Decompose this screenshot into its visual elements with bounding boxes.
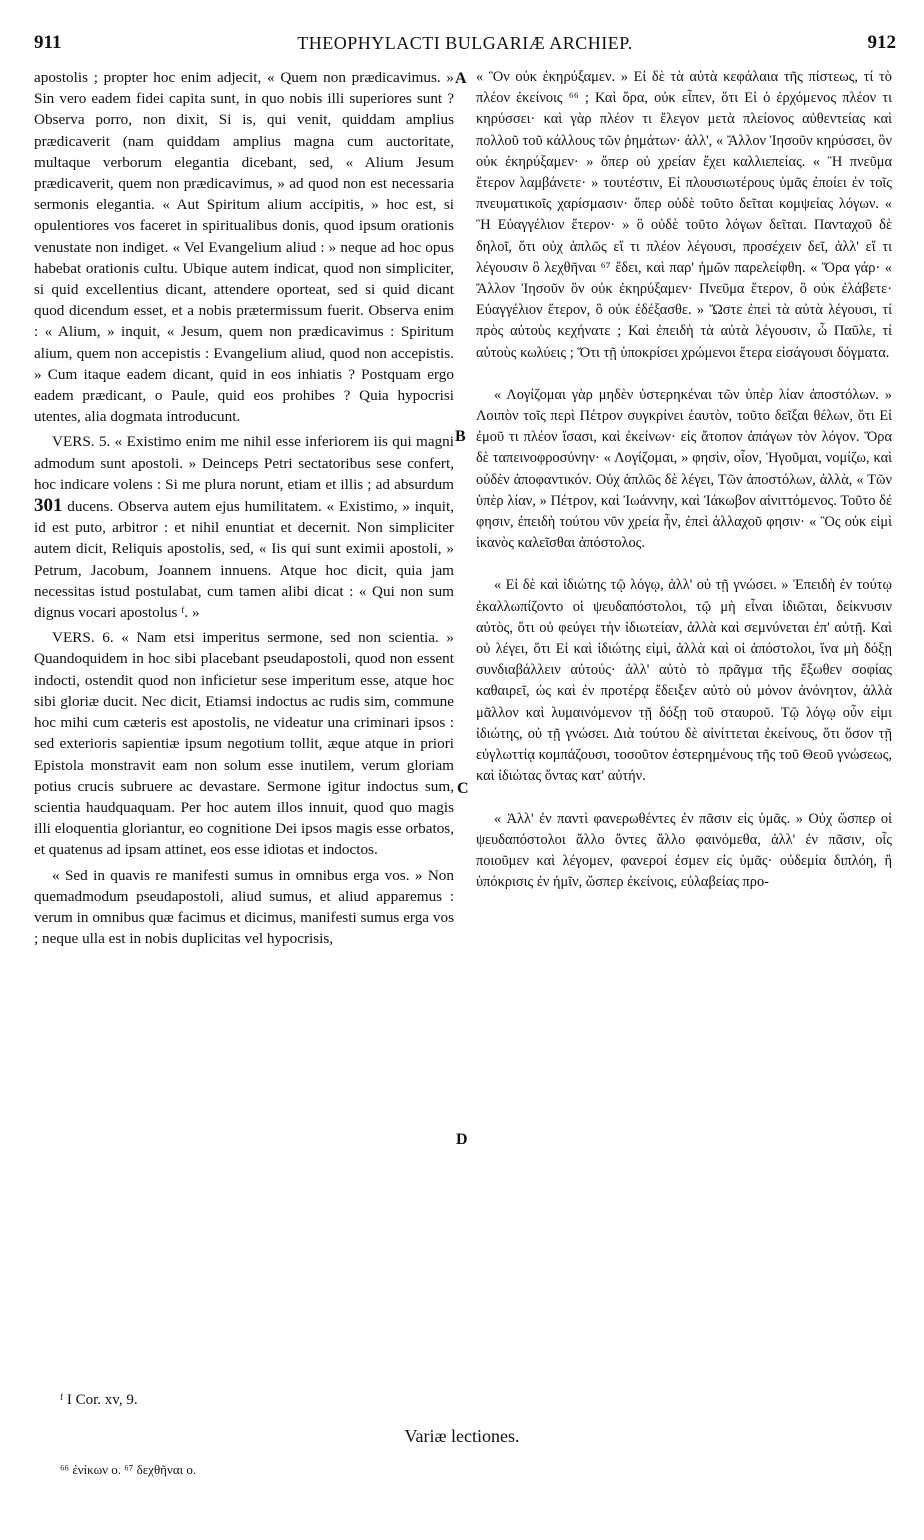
- margin-marker-d: D: [456, 1131, 468, 1148]
- greek-paragraph-3: « Εἰ δὲ καὶ ἰδιώτης τῷ λόγῳ, ἀλλ' οὐ τῇ γνώσει. » Ἐπειδὴ ἐν τούτῳ ἐκαλλωπίζοντο οἱ ψευδαπόστολοι, τῷ μὴ εἶναι ἰδιῶται, δείκνυσιν αὐτὸς, ὅτι οὐ φεύγει τὴν ἰδιωτείαν, ἀλλὰ καὶ σεμνύνεται ἐπ' αὐτῇ. Καὶ οὐ λέγει, ὅτι Εἰ καὶ ἰδιώτης εἰμὶ, ἀλλὰ καὶ οἱ ἀπόστολοι, ἵνα μὴ δόξῃ συνδιαβάλλειν αὐτούς· ἀλλ' αὐτὸ τὸ πρᾶγμα τῆς ἔξωθεν σοφίας καθαιρεῖ, ὡς καὶ ἐν προτέρᾳ ἔδειξεν αὐτὸ οὐ μόνον ἀνόνητον, ἀλλὰ μᾶλλον καὶ λυμαινόμενον τῇ δόξῃ τοῦ σταυροῦ. Τῷ λόγῳ οὖν εἰμι ἰδιώτης, οὐ τῇ γνώσει. Διὰ τούτου δὲ αἰνίττεται ἐκείνους, ὅτι ὅσον τῇ εὐγλωττίᾳ κομπάζουσι, τοσοῦτον ἐστερημένους τῆς τοῦ Θεοῦ γνώσεως, καὶ ἰδιώτας ὄντας κατ' αὐτήν.: [476, 577, 892, 785]
- running-title: THEOPHYLACTI BULGARIÆ ARCHIEP.: [297, 33, 633, 53]
- greek-paragraph-4: « Ἀλλ' ἐν παντὶ φανερωθέντες ἐν πᾶσιν εἰς ὑμᾶς. » Οὐχ ὥσπερ οἱ ψευδαπόστολοι ἄλλο ὄντες ἄλλο φαινόμεθα, ἀλλ' ἐν πᾶσιν, οἷς ποιοῦμεν καὶ λέγομεν, φανεροί ἐσμεν εἰς ὑμᾶς· οὐδεμία διπλόη, ἢ ὑπόκρισις ἐν ἡμῖν, ὥσπερ ἐκείνοις, εὐλαβείας προ-: [476, 810, 892, 891]
- page-header: [34, 32, 896, 58]
- right-page-number: 912: [867, 32, 896, 53]
- latin-paragraph-2: [34, 431, 454, 623]
- latin-paragraph-1: apostolis ; propter hoc enim adjecit, « Quem non prædicavimus. » Sin vero eadem fidei capita sunt, in quo nobis illi superiores sunt ? Observa porro, non dixit, Si is, qui venit, quiddam amplius prædicaverit (nam quiddam amplius magna cum auctoritate, multaque verborum elegantia dicebant, sed, « Alium Jesum prædicaverit, quem non prædicavimus, » ad quod non est necessaria sermonis elegantia. « Aut Spiritum alium accipitis, » hoc est, si opulentiores vos faceret in spiritualibus donis, quod ipsum orationis venustate non indiget. « Vel Evangelium aliud : » neque ad hoc opus habebat orationis cultu. Ubique autem indicat, quod non simpliciter, si quid excellentius dicant, attendere oporteat, sed si quid dicant quod dicendum esset, et a nobis prætermissum fuerit. Observa enim : « Alium, » inquit, « Jesum, quem non prædicavimus : Spiritum alium, quem non accepistis : Evangelium aliud, quod non accepistis. » Cum itaque eadem dicant, quid in eos inhiatis ? Postquam ergo eadem prædicant, o Paule, quid eos prohibes ? Quia hypocrisi utentes, alia dogmata introducunt.: [34, 69, 454, 426]
- latin-paragraph-4: « Sed in quavis re manifesti sumus in omnibus erga vos. » Non quemadmodum pseudapostoli, aliud sumus, et aliud apparemus : verum in omnibus quæ facimus et dicimus, manifesti sumus erga vos ; neque ulla est in nobis duplicitas vel hypocrisis,: [34, 866, 454, 948]
- variae-lectiones-heading: Variæ lectiones.: [404, 1426, 520, 1446]
- latin-column: [34, 67, 454, 953]
- greek-paragraph-2: « Λογίζομαι γὰρ μηδὲν ὑστερηκέναι τῶν ὑπὲρ λίαν ἀποστόλων. » Λοιπὸν τοῖς περὶ Πέτρον συγκρίνει ἑαυτὸν, τοῦτο δεῖξαι θέλων, ὅτι Εἰ ἐμοῦ τι πλέον ἴσασι, καὶ ἐκείνων· εἰς ἄτοπον ἀπάγων τὸν λόγον. Ὅρα δὲ ταπεινοφροσύνην· « Λογίζομαι, » φησὶν, οἷον, Ἡγοῦμαι, νομίζω, καὶ οὐδὲν ἀποφαντικόν. Οὐχ ἁπλῶς δὲ λέγει, Τῶν ἀποστόλων, ἀλλὰ, « Τῶν ὑπὲρ λίαν, » Πέτρον, καὶ Ἰωάννην, καὶ Ἰάκωβον αἰνιττόμενος. Τοῦτο δέ φησιν, ἐπειδὴ τούτου νῦν χρεία ἦν, ἐπεὶ ἀλλαχοῦ φησιν· « Ὃς οὐκ εἰμὶ ἱκανὸς καλεῖσθαι ἀπόστολος.: [476, 386, 892, 552]
- latin-paragraph-2-start: VERS. 5. « Existimo enim me nihil esse inferiorem iis qui magni admodum sunt apostoli. » Deinceps Petri sectatoribus sese confert, hoc indicare volens : Si me plura norunt, etiam et illis ; ad absurdum: [34, 433, 454, 493]
- margin-marker-c: C: [457, 780, 469, 797]
- latin-paragraph-3: VERS. 6. « Nam etsi imperitus sermone, sed non scientia. » Quandoquidem in hoc sibi placebant pseudapostoli, quod non essent indocti, ostendit quod non inficietur sese imperitum esse, atque hoc sibi gloriæ ducit. Nec dicit, Etiamsi indoctus ac rudis sim, commune hoc mihi cum cæteris est apostolis, ne videatur una criminari ipsos : sed exterioris sapientiæ ipsum negotium tollit, æque atque in priori Epistola monstravit eam non solum esse inutilem, verum gloriam potius crucis subruere ac devastare. Sermone igitur indoctus sum, scientia haudquaquam. Per hoc autem illos innuit, quod quo magis illi eloquentia gloriantur, eo cognitione Dei ipsos magis esse orbatos, et quatenus ad ipsam attinet, eos esse idiotas et indoctos.: [34, 629, 454, 859]
- variant-readings: ⁶⁶ ἐνίκων ο. ⁶⁷ δεχθῆναι ο.: [60, 1462, 197, 1477]
- greek-paragraph-1: « Ὃν οὐκ ἐκηρύξαμεν. » Εἰ δὲ τὰ αὐτὰ κεφάλαια τῆς πίστεως, τί τὸ πλέον ἐκείνοις ⁶⁶ ; Καὶ ὅρα, οὐκ εἶπεν, ὅτι Εἰ ὁ ἐρχόμενος πλέον τι κηρύσσει· καὶ γὰρ πλέον τι ἔλεγον μετὰ πλείονος αὐθεντείας καὶ πολλοῦ τοῦ κάλλους τῶν ῥημάτων· ἀλλ', « Ἄλλον Ἰησοῦν κηρύσσει, ὃν οὐκ ἐκηρύξαμεν· » ὅπερ οὐ χρείαν ἔχει καλλιεπείας. « Ἢ πνεῦμα ἕτερον λαμβάνετε· » τουτέστιν, Εἰ πλουσιωτέρους ὑμᾶς ἐποίει ἐν τοῖς πνευματικοῖς χαρίσμασιν· ὅπερ οὐδὲ τοῦτο δεῖται κομψείας λόγων. « Ἢ Εὐαγγέλιον ἕτερον· » ὃ οὐδὲ τοῦτο λόγων δεῖται. Πανταχοῦ δὲ δηλοῖ, ὅτι οὐχ ἁπλῶς εἴ τι πλέον λέγουσι, προσέχειν δεῖ, ἀλλ' εἴ τι λέγουσιν ὃ λεχθῆναι ⁶⁷ ἔδει, καὶ παρ' ἡμῶν παρελείφθη. « Ὅρα γάρ· « Ἄλλον Ἰησοῦν ὃν οὐκ ἐκηρύξαμεν· Πνεῦμα ἕτερον, ὃ οὐκ ἐλάβετε· Εὐαγγέλιον ἕτερον, ὃ οὐκ ἐδέξασθε. » Ὥστε ἐπεὶ τὰ αὐτὰ λέγουσι, τί πρὸς αὐτοὺς κεχήνατε ; Καὶ ἐπειδὴ τὰ αὐτὰ λέγουσιν, ὦ Παῦλε, τί αὐτοὺς κωλύεις ; Ὅτι τῇ ὑποκρίσει χρώμενοι ἕτερα εἰσάγουσι δόγματα.: [476, 69, 892, 361]
- margin-marker-a: A: [455, 70, 467, 87]
- margin-marker-b: B: [455, 428, 466, 445]
- footnote: ᶠ I Cor. xv, 9.: [60, 1392, 138, 1408]
- inline-page-number: 301: [34, 495, 63, 517]
- greek-column: [476, 67, 892, 897]
- latin-paragraph-2-end: ducens. Observa autem ejus humilitatem. « Existimo, » inquit, id est puto, arbitror : et nihil enuntiat et decernit. Non simpliciter autem dicit, Reliquis apostolis, sed, « Iis qui sunt eximii apostoli, » Petrum, Jacobum, Joannem innuens. Atque hoc dicit, quia jam necessitas istud postulabat, cum tamen alibi dicat : « Qui non sum dignus vocari apostolus ᶠ. »: [34, 498, 454, 622]
- left-page-number: 911: [34, 32, 62, 53]
